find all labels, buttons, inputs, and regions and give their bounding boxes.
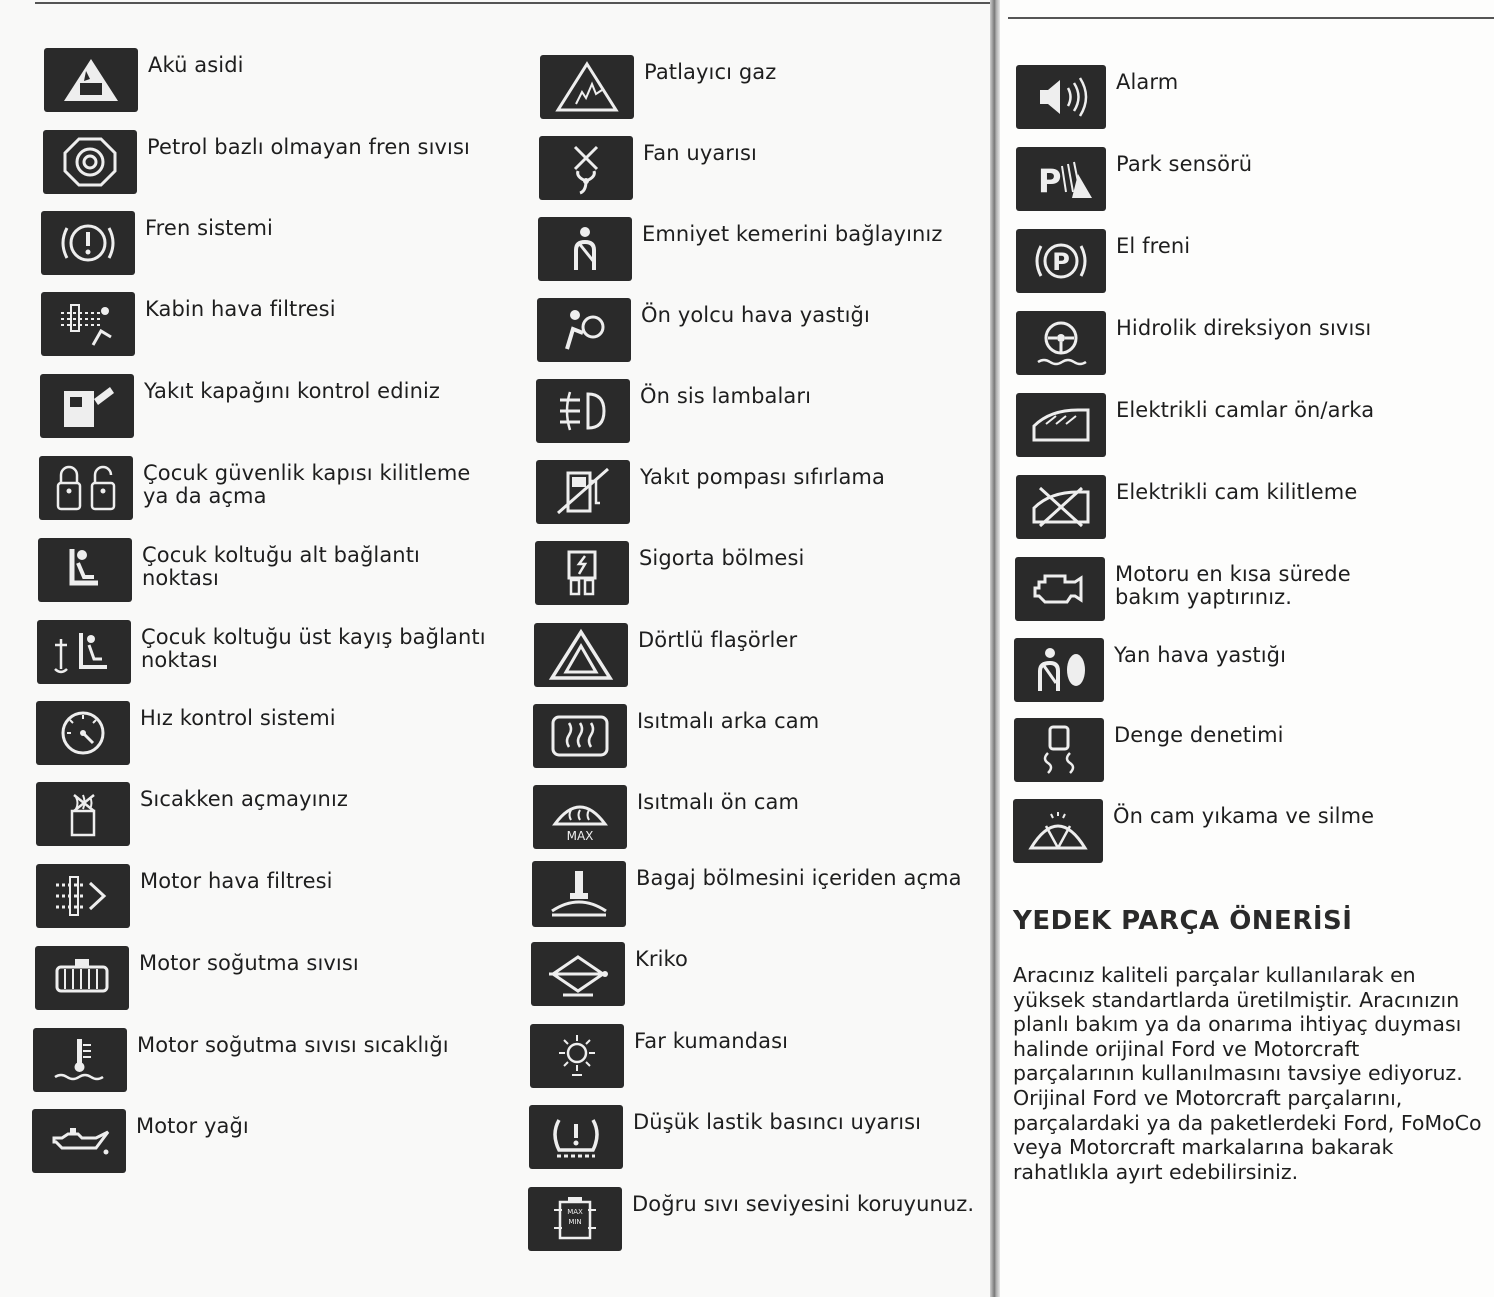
symbol-label: Dörtlü flaşörler [638,628,798,652]
heated-rear-window-icon [533,704,627,768]
icon-text-max: MAX [567,1208,583,1216]
symbol-label: Doğru sıvı seviyesini koruyunuz. [632,1192,975,1216]
explosive-gas-icon [540,55,634,119]
child-seat-tether-icon [37,620,131,684]
section-paragraph: Aracınız kaliteli parçalar kullanılarak en yüksek standartlarda üretilmiştir. Aracınızın planlı bakım ya da onarıma ihtiyaç duyması halinde orijinal Ford ve Motorcraft parçalarının kullanılmasını tavsiye ediyoruz. Orijinal Ford ve Motorcraft parçalarını, parçalardaki ya da paketlerdeki Ford, FoMoCo veya Motorcraft markalarına bakarak rahatlıkla ayırt edebilirsiniz. [1013,963,1482,1184]
child-seat-lower-anchor-icon [38,538,132,602]
symbol-row [1016,229,1190,293]
symbol-label: Ön yolcu hava yastığı [641,303,870,327]
symbol-row [1014,638,1286,702]
cabin-air-filter-icon [41,292,135,356]
symbol-row [539,136,757,200]
symbol-row [39,456,483,520]
engine-oil-icon [32,1109,126,1173]
coolant-temperature-icon [33,1028,127,1092]
symbol-row [531,942,688,1006]
symbol-label: Park sensörü [1116,152,1253,176]
symbol-row [1016,311,1371,375]
symbol-label: Çocuk güvenlik kapısı kilitleme ya da açma [143,461,471,508]
symbol-row [36,864,333,928]
alarm-icon [1016,65,1106,129]
symbol-row [1016,147,1252,211]
symbol-row [41,211,273,275]
lighting-control-icon [530,1024,624,1088]
symbol-row [38,538,462,602]
side-airbag-icon [1014,638,1104,702]
symbol-label: Sigorta bölmesi [639,546,805,570]
symbol-label: Yakıt kapağını kontrol ediniz [144,379,441,403]
symbol-row [529,1105,921,1169]
symbol-label: Denge denetimi [1114,723,1284,747]
symbol-row [536,379,811,443]
symbol-row [44,48,244,112]
do-not-open-hot-icon [36,782,130,846]
symbol-label: Motor soğutma sıvısı [139,951,359,975]
symbol-label: Fren sistemi [145,216,273,240]
symbol-row [32,1109,249,1173]
seatbelt-icon [538,217,632,281]
symbol-row [36,701,336,765]
trunk-release-icon [532,861,626,927]
symbol-label: Motor soğutma sıvısı sıcaklığı [137,1033,449,1057]
icon-text-min: MIN [568,1218,582,1226]
symbol-row [532,861,962,927]
symbol-label: Düşük lastik basıncı uyarısı [633,1110,922,1134]
top-rule [35,2,990,4]
symbol-label: Alarm [1116,70,1179,94]
parking-sensor-icon [1016,147,1106,211]
symbol-label: Petrol bazlı olmayan fren sıvısı [147,135,470,159]
symbol-row [43,130,470,194]
symbol-row [536,460,885,524]
symbol-label: Bagaj bölmesini içeriden açma [636,866,962,890]
parking-brake-icon [1016,229,1106,293]
symbol-label: Fan uyarısı [643,141,757,165]
symbol-row [1013,799,1374,863]
symbol-row [534,623,797,687]
symbol-label: Çocuk koltuğu alt bağlantı noktası [142,543,420,590]
symbol-label: Yakıt pompası sıfırlama [640,465,885,489]
symbol-label: Sıcakken açmayınız [140,787,349,811]
brake-fluid-icon [43,130,137,194]
symbol-row [540,55,776,119]
symbol-row [1014,718,1284,782]
symbol-row [1016,65,1178,129]
engine-coolant-icon [35,946,129,1010]
symbol-row [538,217,942,281]
low-tire-pressure-icon [529,1105,623,1169]
speed-control-icon [36,701,130,765]
symbol-row [533,785,799,849]
symbol-row [33,1028,449,1092]
symbol-row [535,541,804,605]
book-spine [990,0,1000,1297]
symbol-label: Hidrolik direksiyon sıvısı [1116,316,1372,340]
symbol-label: Patlayıcı gaz [644,60,777,84]
stability-control-icon [1014,718,1104,782]
symbol-label: Emniyet kemerini bağlayınız [642,222,943,246]
symbol-label: Far kumandası [634,1029,789,1053]
symbol-label: Elektrikli camlar ön/arka [1116,398,1375,422]
symbol-label: Kriko [635,947,688,971]
power-steering-fluid-icon [1016,311,1106,375]
symbol-row [40,374,440,438]
symbol-label: Hız kontrol sistemi [140,706,336,730]
symbol-row [530,1024,788,1088]
child-lock-icon [39,456,133,520]
symbol-row [36,782,348,846]
symbol-label: Ön sis lambaları [640,384,812,408]
icon-text: MAX [566,829,594,843]
icon-text: P [1038,162,1062,200]
brake-system-icon [41,211,135,275]
symbol-label: Akü asidi [148,53,244,77]
symbol-label: Elektrikli cam kilitleme [1116,480,1358,504]
symbol-label: Ön cam yıkama ve silme [1113,804,1375,828]
symbol-row [1016,475,1357,539]
fuel-pump-reset-icon [536,460,630,524]
section-heading: YEDEK PARÇA ÖNERİSİ [1013,906,1353,936]
symbol-label: El freni [1116,234,1191,258]
symbol-row [41,292,336,356]
symbol-label: Isıtmalı ön cam [637,790,800,814]
power-windows-icon [1016,393,1106,457]
washer-wiper-icon [1013,799,1103,863]
symbol-label: Kabin hava filtresi [145,297,336,321]
fan-warning-icon [539,136,633,200]
symbol-row [537,298,870,362]
engine-air-filter-icon [36,864,130,928]
symbol-row [1016,393,1374,457]
hazard-warning-icon [534,623,628,687]
check-engine-icon [1015,557,1105,621]
front-fog-lamp-icon [536,379,630,443]
symbol-row [37,620,491,684]
fluid-level-icon [528,1187,622,1251]
symbol-label: Motoru en kısa sürede bakım yaptırınız. [1115,562,1351,609]
battery-acid-icon [44,48,138,112]
passenger-airbag-icon [537,298,631,362]
symbol-row [1015,557,1415,621]
heated-windshield-icon [533,785,627,849]
fuel-cap-icon [40,374,134,438]
symbol-label: Motor yağı [136,1114,249,1138]
symbol-row [533,704,819,768]
icon-text: P [1052,248,1070,276]
symbol-label: Isıtmalı arka cam [637,709,820,733]
symbol-row [35,946,359,1010]
symbol-label: Motor hava filtresi [140,869,333,893]
fuse-box-icon [535,541,629,605]
top-rule-right [1008,17,1494,19]
window-lock-icon [1016,475,1106,539]
symbol-row [528,1187,974,1251]
symbol-label: Çocuk koltuğu üst kayış bağlantı noktası [141,625,486,672]
symbol-label: Yan hava yastığı [1114,643,1287,667]
jack-icon [531,942,625,1006]
